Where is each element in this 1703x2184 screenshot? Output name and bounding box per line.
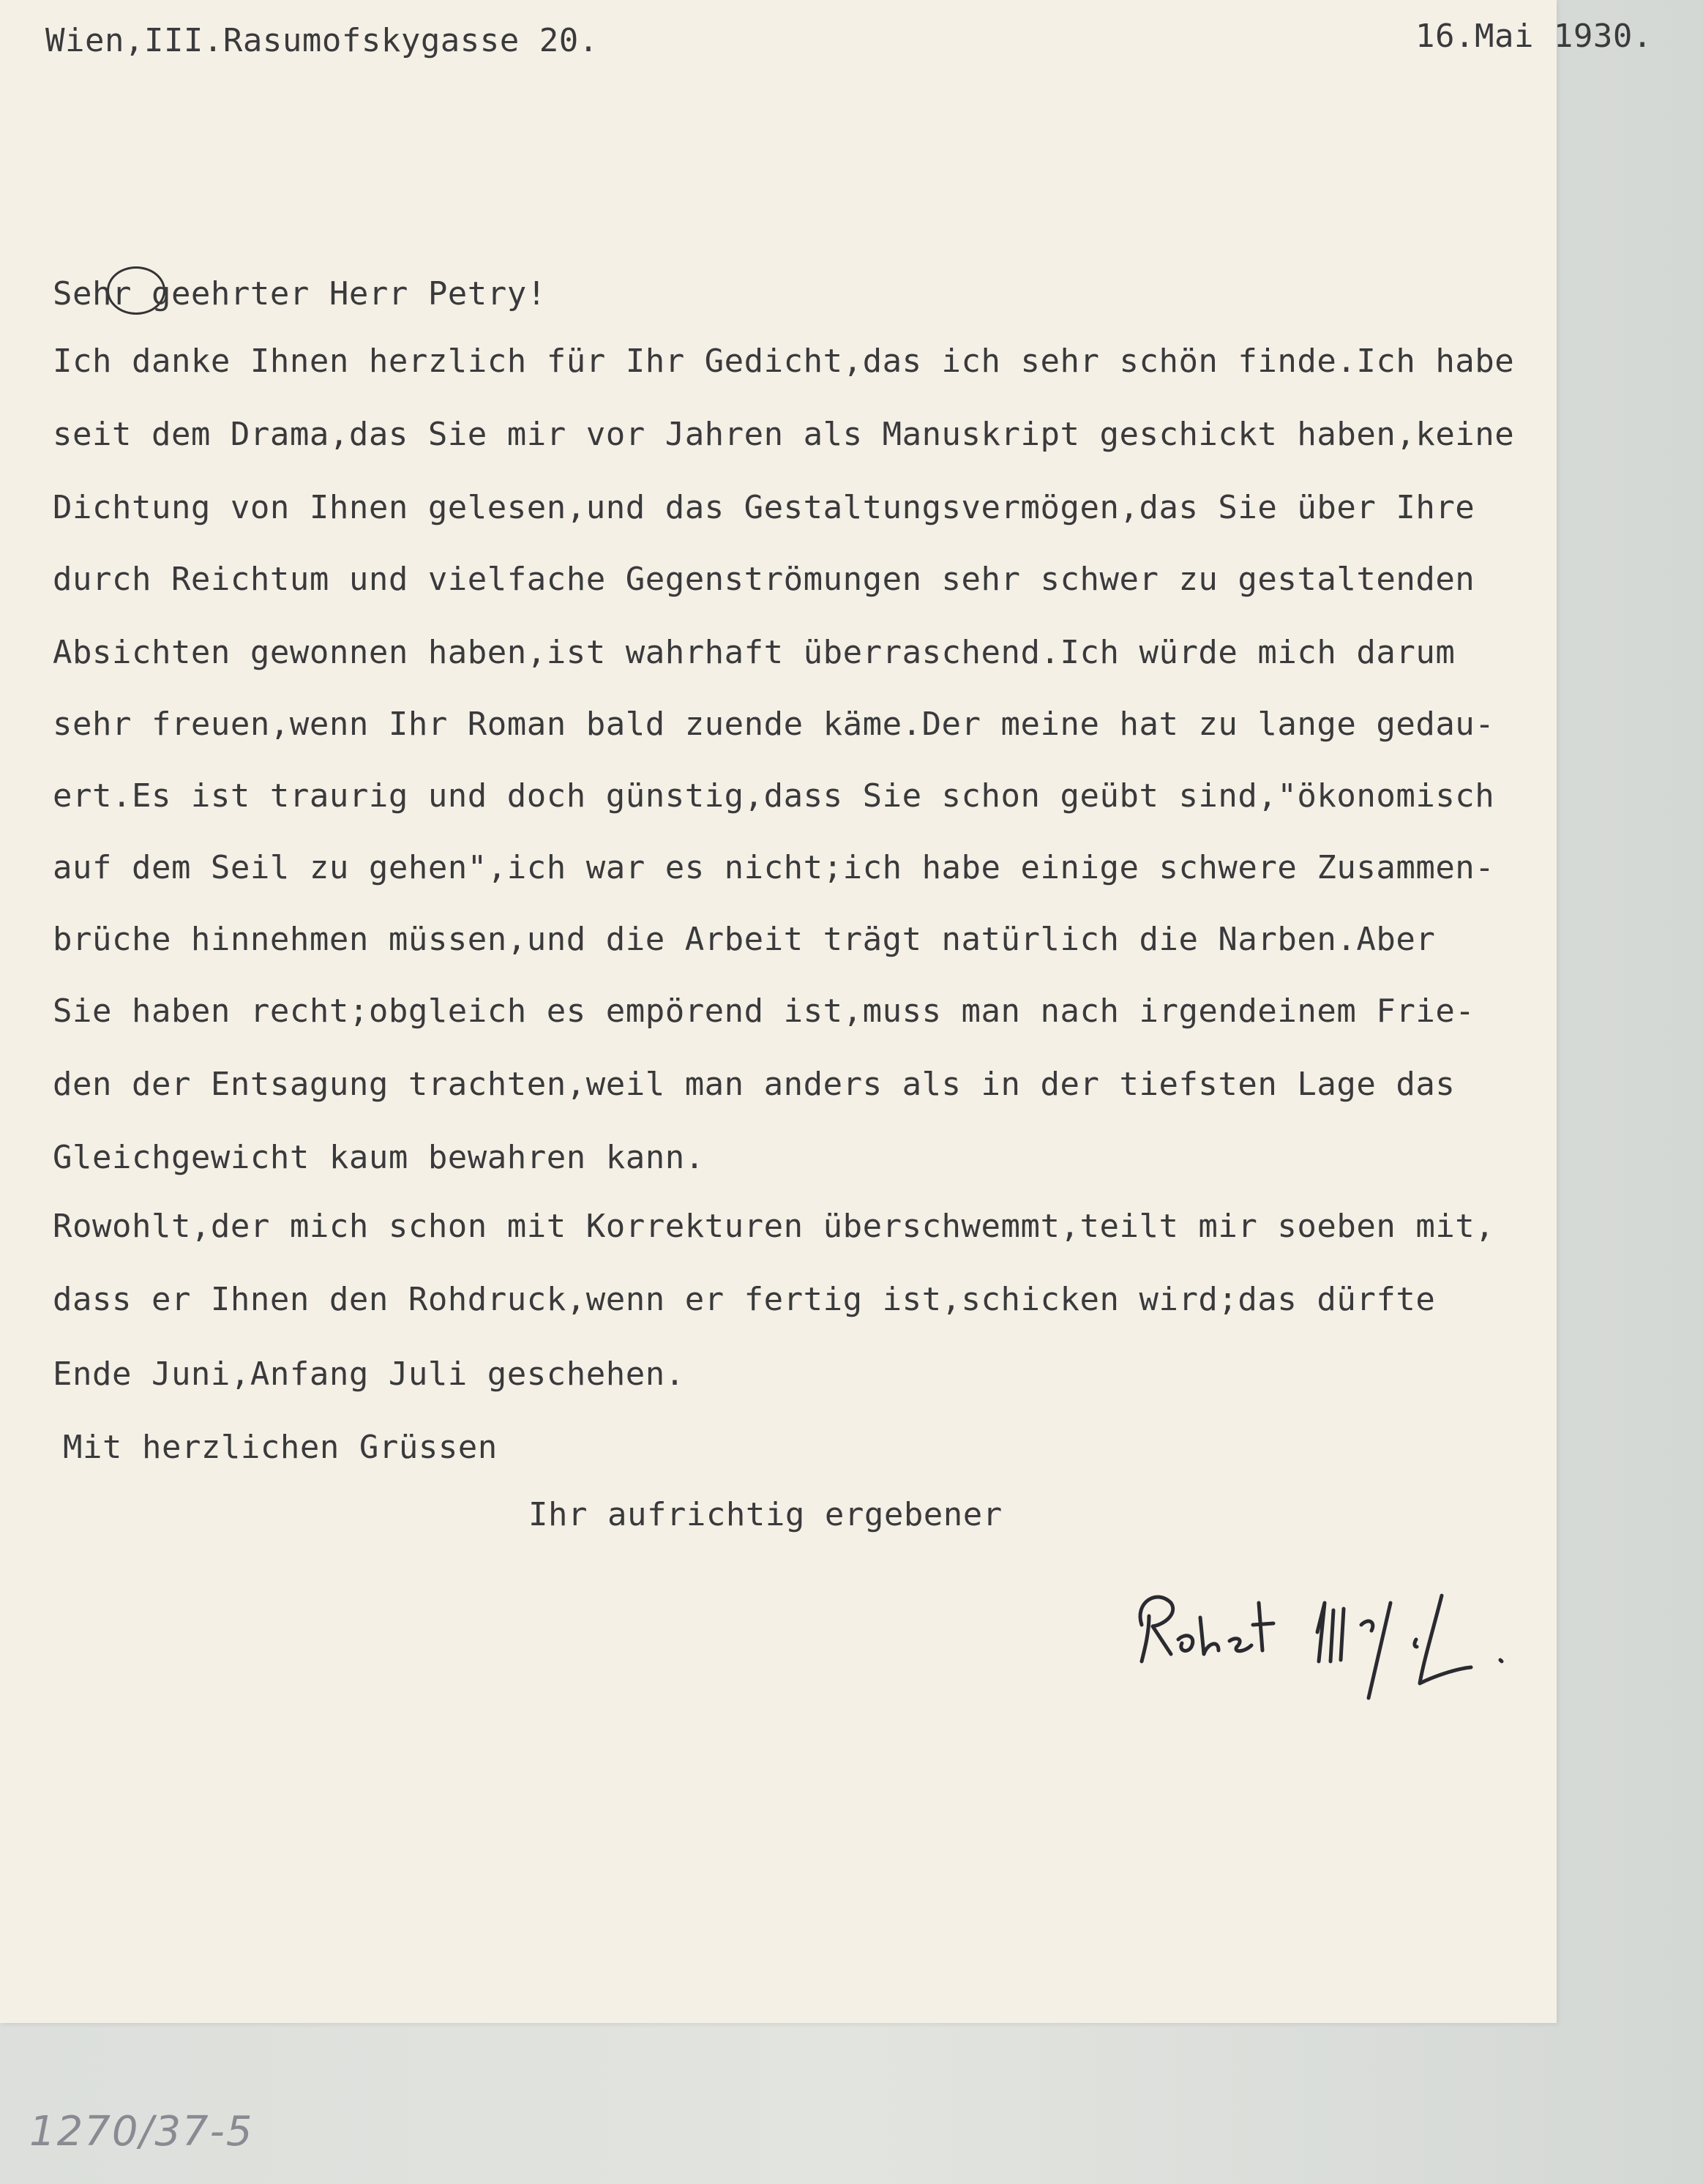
body-line: brüche hinnehmen müssen,und die Arbeit trägt natürlich die Narben.Aber bbox=[53, 921, 1436, 958]
closing-line: Ihr aufrichtig ergebener bbox=[528, 1496, 1003, 1533]
body-line: den der Entsagung trachten,weil man anders als in der tiefsten Lage das bbox=[53, 1066, 1456, 1103]
body-line: Sie haben recht;obgleich es empörend ist,muss man nach irgendeinem Frie- bbox=[53, 992, 1475, 1030]
body-line: auf dem Seil zu gehen",ich war es nicht;ich habe einige schwere Zusammen- bbox=[53, 849, 1495, 886]
body-line: Ich danke Ihnen herzlich für Ihr Gedicht,das ich sehr schön finde.Ich habe bbox=[53, 343, 1515, 380]
body-line: Ende Juni,Anfang Juli geschehen. bbox=[53, 1355, 685, 1393]
archive-number: 1270/37-5 bbox=[29, 2108, 254, 2155]
body-line: sehr freuen,wenn Ihr Roman bald zuende käme.Der meine hat zu lange gedau- bbox=[53, 706, 1495, 743]
body-line: durch Reichtum und vielfache Gegenströmungen sehr schwer zu gestaltenden bbox=[53, 561, 1475, 598]
body-line: Gleichgewicht kaum bewahren kann. bbox=[53, 1139, 705, 1176]
body-line: Absichten gewonnen haben,ist wahrhaft überraschend.Ich würde mich darum bbox=[53, 634, 1456, 671]
sender-address: Wien,III.Rasumofskygasse 20. bbox=[45, 22, 599, 59]
salutation: Sehr geehrter Herr Petry! bbox=[53, 275, 547, 313]
body-line: Rowohlt,der mich schon mit Korrekturen überschwemmt,teilt mir soeben mit, bbox=[53, 1208, 1495, 1245]
letter-date: 16.Mai 1930. bbox=[1415, 18, 1653, 55]
body-line: ert.Es ist traurig und doch günstig,dass Sie schon geübt sind,"ökonomisch bbox=[53, 777, 1495, 815]
body-line: seit dem Drama,das Sie mir vor Jahren als Manuskript geschickt haben,keine bbox=[53, 416, 1515, 453]
closing-greeting: Mit herzlichen Grüssen bbox=[63, 1429, 498, 1466]
body-line: dass er Ihnen den Rohdruck,wenn er fertig ist,schicken wird;das dürfte bbox=[53, 1281, 1436, 1318]
handwritten-signature bbox=[1127, 1574, 1522, 1720]
body-line: Dichtung von Ihnen gelesen,und das Gestaltungsvermögen,das Sie über Ihre bbox=[53, 489, 1475, 526]
